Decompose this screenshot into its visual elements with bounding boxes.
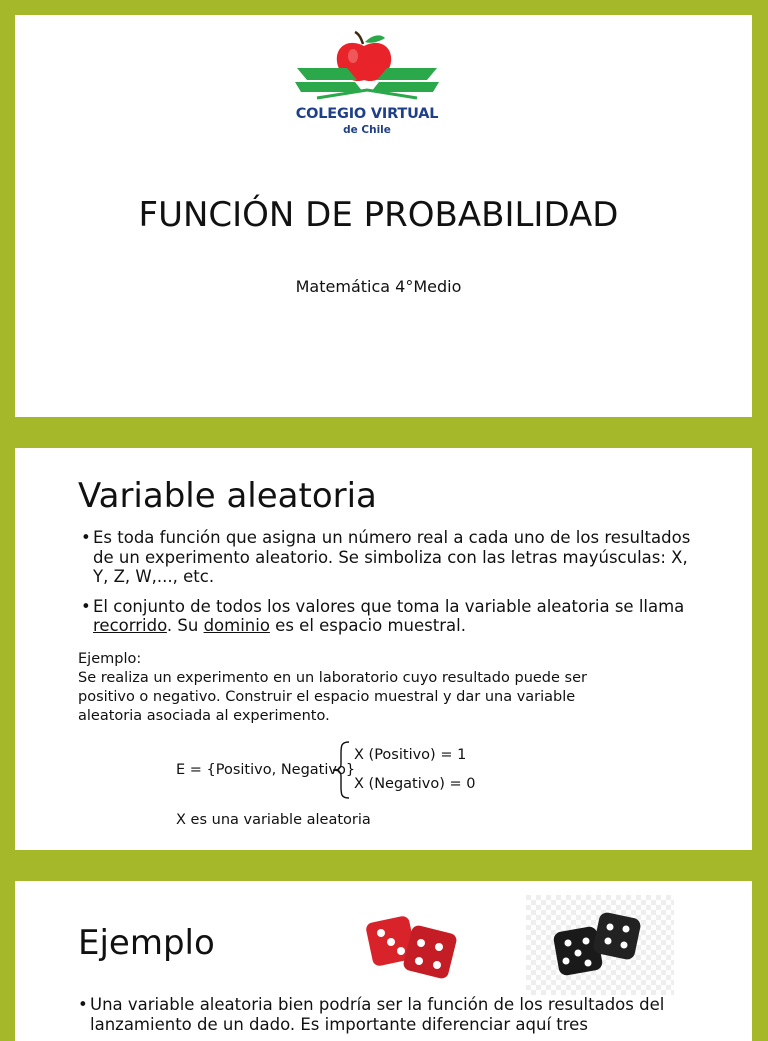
example-text: Se realiza un experimento en un laboratorio cuyo resultado puede ser positivo o negativo. Construir el espacio muestral y dar una variable aleatoria asociada al experimento.	[78, 670, 587, 724]
logo-name: COLEGIO VIRTUAL	[295, 106, 439, 122]
bullet-text-part2: . Su	[166, 616, 204, 635]
mapping-positive: X (Positivo) = 1	[354, 747, 467, 763]
slide-heading: Ejemplo	[78, 923, 215, 963]
apple-book-icon	[277, 30, 457, 110]
bullet-text-part3: es el espacio muestral.	[269, 616, 466, 635]
curly-brace-icon	[331, 740, 351, 800]
slide-title	[15, 15, 752, 417]
colegio-virtual-logo	[277, 30, 457, 140]
slide-heading: Variable aleatoria	[78, 476, 377, 516]
slide-subtitle: Matemática 4°Medio	[295, 277, 462, 296]
bullet-text: Es toda función que asigna un número real a cada uno de los resultados de un experimento aleatorio. Se simboliza con las letras mayúsculas: X, Y, Z, W,..., etc.	[93, 528, 691, 586]
list-item	[81, 528, 701, 587]
logo-sub: de Chile	[343, 124, 391, 136]
bullet-list	[81, 528, 701, 646]
slide-ejemplo	[15, 881, 752, 1041]
dominio-term: dominio	[203, 616, 270, 635]
bullet-text: Una variable aleatoria bien podría ser la función de los resultados del lanzamiento de un dado. Es importante diferenciar aquí tres	[90, 995, 665, 1034]
example-label: Ejemplo:	[78, 651, 142, 667]
black-dice-icon	[526, 895, 674, 995]
list-item	[81, 597, 701, 636]
mapping-negative: X (Negativo) = 0	[354, 776, 476, 792]
bullet-dot: •	[78, 995, 88, 1014]
red-dice-icon	[365, 911, 461, 981]
bullet-dot: •	[81, 528, 91, 547]
conclusion-text: X es una variable aleatoria	[176, 812, 371, 828]
recorrido-term: recorrido	[93, 616, 167, 635]
bullet-text-part1: El conjunto de todos los valores que toma la variable aleatoria se llama	[93, 596, 685, 616]
list-item	[78, 995, 750, 1034]
sample-space-equation: E = {Positivo, Negativo}	[176, 762, 356, 778]
slide-title-heading: FUNCIÓN DE PROBABILIDAD	[138, 195, 619, 235]
slide-variable-aleatoria	[15, 448, 752, 850]
example-block	[78, 650, 638, 726]
bullet-dot: •	[81, 596, 91, 616]
